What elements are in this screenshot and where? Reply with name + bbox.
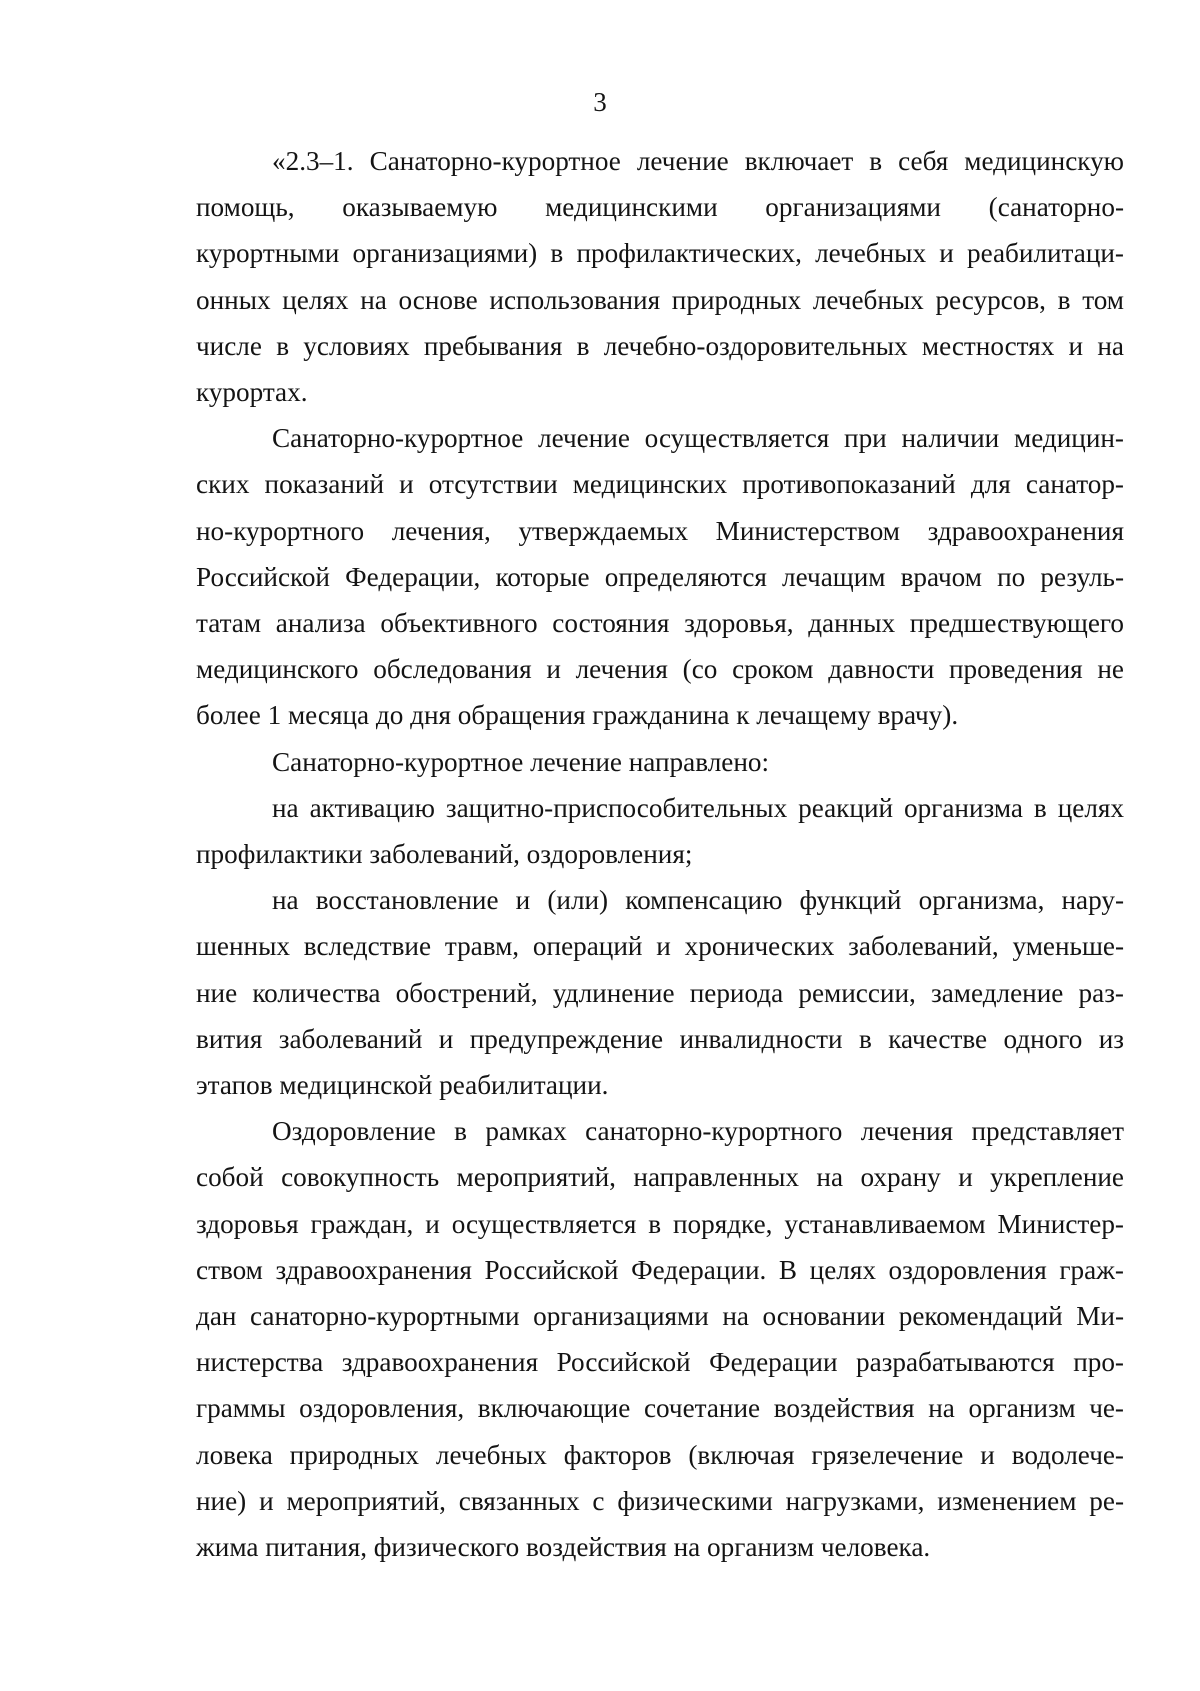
- page-number: 3: [593, 87, 607, 117]
- text-line: на активацию защитно-приспособительных реакций организма в целях: [272, 792, 1124, 823]
- text-line: дан санаторно-курортными организациями на основании рекомендаций Ми-: [196, 1301, 1124, 1332]
- text-line: граммы оздоровления, включающие сочетание воздействия на организм че-: [196, 1393, 1124, 1424]
- text-line: ние количества обострений, удлинение периода ремиссии, замедление раз-: [196, 977, 1124, 1008]
- text-line: онных целях на основе использования природных лечебных ресурсов, в том: [196, 284, 1124, 315]
- text-line: этапов медицинской реабилитации.: [196, 1070, 609, 1101]
- text-line: Оздоровление в рамках санаторно-курортного лечения представляет: [272, 1116, 1124, 1147]
- text-line: татам анализа объективного состояния здоровья, данных предшествующего: [196, 608, 1124, 639]
- text-line: нистерства здравоохранения Российской Федерации разрабатываются про-: [196, 1347, 1124, 1378]
- text-line: жима питания, физического воздействия на организм человека.: [196, 1532, 931, 1563]
- paragraph-4: [196, 785, 1124, 877]
- text-line: ством здравоохранения Российской Федерации. В целях оздоровления граж-: [196, 1254, 1124, 1285]
- text-line: Российской Федерации, которые определяются лечащим врачом по резуль-: [196, 561, 1124, 592]
- text-line: здоровья граждан, и осуществляется в порядке, устанавливаемом Министер-: [196, 1208, 1124, 1239]
- document-body: [196, 138, 1124, 1570]
- paragraph-6: [196, 1108, 1124, 1570]
- text-line: курортными организациями) в профилактических, лечебных и реабилитаци-: [196, 238, 1124, 269]
- text-line: курортах.: [196, 377, 308, 408]
- text-line: вития заболеваний и предупреждение инвалидности в качестве одного из: [196, 1023, 1124, 1054]
- text-line: «2.3–1. Санаторно-курортное лечение включает в себя медицинскую: [272, 146, 1124, 176]
- text-line: числе в условиях пребывания в лечебно-оздоровительных местностях и на: [196, 330, 1124, 361]
- text-line: медицинского обследования и лечения (со сроком давности проведения не: [196, 654, 1124, 685]
- paragraph-2: [196, 415, 1124, 738]
- text-line: ловека природных лечебных факторов (включая грязелечение и водолече-: [196, 1439, 1124, 1470]
- paragraph-3: [196, 739, 1124, 785]
- text-line: шенных вследствие травм, операций и хронических заболеваний, уменьше-: [196, 931, 1124, 962]
- text-line: Санаторно-курортное лечение направлено:: [272, 746, 770, 777]
- text-line: более 1 месяца до дня обращения гражданина к лечащему врачу).: [196, 700, 959, 731]
- text-line: профилактики заболеваний, оздоровления;: [196, 839, 693, 870]
- text-line: собой совокупность мероприятий, направленных на охрану и укрепление: [196, 1162, 1124, 1193]
- text-line: ние) и мероприятий, связанных с физическими нагрузками, изменением ре-: [196, 1485, 1124, 1516]
- text-line: ских показаний и отсутствии медицинских противопоказаний для санатор-: [196, 469, 1124, 500]
- text-line: Санаторно-курортное лечение осуществляется при наличии медицин-: [272, 423, 1124, 454]
- paragraph-1: [196, 138, 1124, 415]
- text-line: помощь, оказываемую медицинскими организациями (санаторно-: [196, 192, 1124, 223]
- text-line: на восстановление и (или) компенсацию функций организма, нару-: [272, 885, 1124, 916]
- paragraph-5: [196, 877, 1124, 1108]
- text-line: но-курортного лечения, утверждаемых Министерством здравоохранения: [196, 515, 1124, 546]
